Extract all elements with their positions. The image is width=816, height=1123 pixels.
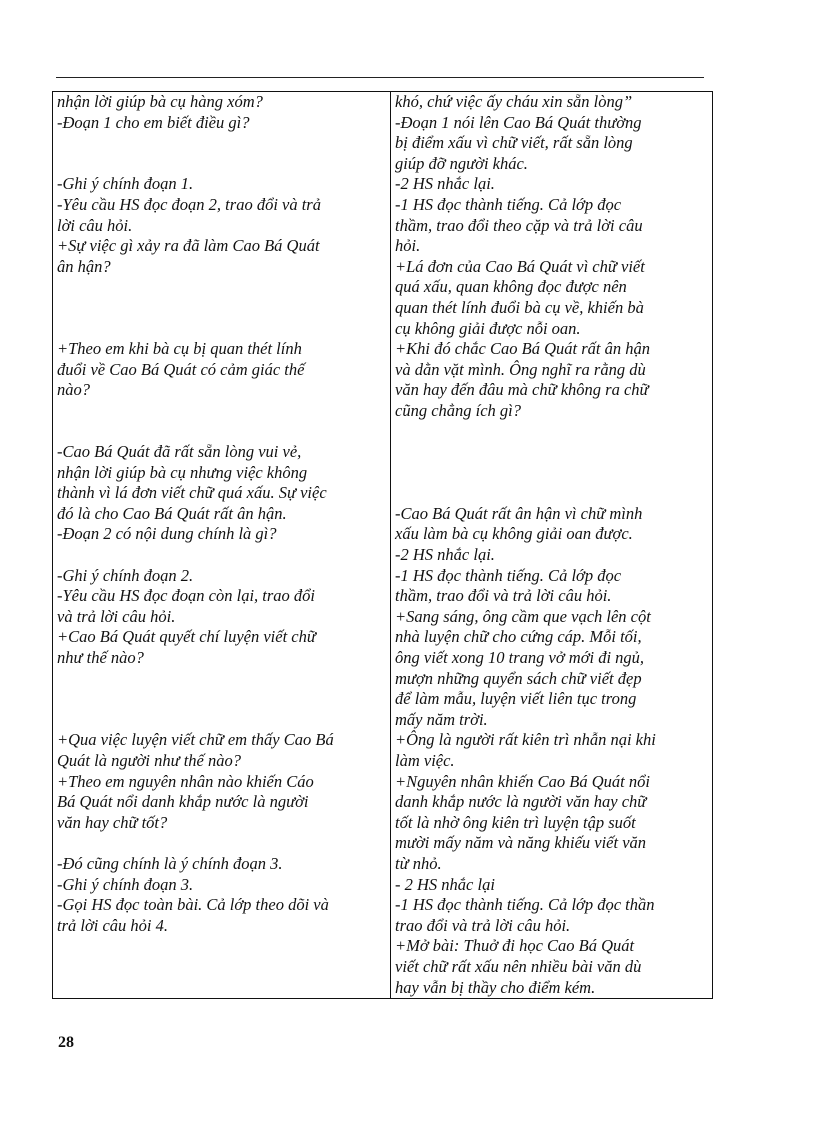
teacher-line: đuổi về Cao Bá Quát có cảm giác thế [57,359,305,379]
student-line: mười mấy năm và năng khiếu viết văn [395,833,647,853]
student-line: làm việc. [395,751,455,770]
student-line: +Khi đó chắc Cao Bá Quát rất ân hận [395,339,650,359]
teacher-activities-text [57,92,387,936]
teacher-line [57,277,387,298]
teacher-line: -Đó cũng chính là ý chính đoạn 3. [57,853,283,873]
teacher-line: lời câu hỏi. [57,215,133,235]
student-line: +Lá đơn của Cao Bá Quát vì chữ viết [395,256,645,276]
student-line: hỏi. [395,236,421,256]
student-line: mấy năm trời. [395,709,488,729]
teacher-line [57,710,387,731]
teacher-line: -Ghi ý chính đoạn 3. [57,874,194,894]
teacher-line [57,545,387,566]
teacher-line: +Sự việc gì xảy ra đã làm Cao Bá Quát [57,236,320,256]
student-line: để làm mẫu, luyện viết liên tục trong [395,689,637,709]
teacher-line: như thế nào? [57,648,144,668]
teacher-line: trả lời câu hỏi 4. [57,915,169,935]
teacher-line [57,154,387,175]
student-line: và dằn vặt mình. Ông nghĩ ra rằng dù [395,359,646,379]
teacher-line: ân hận? [57,256,111,276]
student-line: -Cao Bá Quát rất ân hận vì chữ mình [395,503,643,523]
student-line: nhà luyện chữ cho cứng cáp. Mỗi tối, [395,627,642,647]
student-line: bị điểm xấu vì chữ viết, rất sẵn lòng [395,133,633,153]
student-line: viết chữ rất xấu nên nhiều bài văn dù [395,956,642,976]
student-line: -2 HS nhắc lại. [395,174,495,194]
teacher-line: -Ghi ý chính đoạn 2. [57,565,194,585]
teacher-line [57,833,387,854]
teacher-line: Bá Quát nổi danh khắp nước là người [57,792,309,812]
teacher-line: -Đoạn 2 có nội dung chính là gì? [57,524,277,544]
student-line [395,463,709,484]
page-number: 28 [58,1034,74,1051]
student-line: từ nhỏ. [395,853,442,873]
teacher-line: +Qua việc luyện viết chữ em thấy Cao Bá [57,730,334,750]
student-line: giúp đỡ người khác. [395,153,528,173]
student-activities-cell [391,92,713,999]
teacher-line: -Ghi ý chính đoạn 1. [57,174,194,194]
student-line: +Ông là người rất kiên trì nhẫn nại khi [395,730,656,750]
student-line [395,483,709,504]
teacher-line: và trả lời câu hỏi. [57,606,176,626]
teacher-line [57,422,387,443]
student-line: tốt là nhờ ông kiên trì luyện tập suốt [395,812,636,832]
student-line: danh khắp nước là người văn hay chữ [395,792,647,812]
teacher-line [57,401,387,422]
student-line [395,422,709,443]
teacher-line: văn hay chữ tốt? [57,812,168,832]
student-line: thầm, trao đổi và trả lời câu hỏi. [395,586,612,606]
student-line: +Mở bài: Thuở đi học Cao Bá Quát [395,936,635,956]
teacher-line: -Gọi HS đọc toàn bài. Cả lớp theo dõi và [57,895,329,915]
teacher-line: +Cao Bá Quát quyết chí luyện viết chữ [57,627,316,647]
student-line: -Đoạn 1 nói lên Cao Bá Quát thường [395,112,642,132]
teacher-line: Quát là người như thế nào? [57,751,242,770]
teacher-line [57,133,387,154]
teacher-line: -Cao Bá Quát đã rất sẵn lòng vui vẻ, [57,442,302,462]
student-line: -2 HS nhắc lại. [395,545,495,565]
student-activities-text [395,92,709,998]
student-line [395,442,709,463]
teacher-line: +Theo em khi bà cụ bị quan thét lính [57,339,302,359]
student-line: cụ không giải được nỗi oan. [395,318,581,338]
teacher-line: đó là cho Cao Bá Quát rất ân hận. [57,503,287,523]
table-row [53,92,713,999]
teacher-line: -Yêu cầu HS đọc đoạn còn lại, trao đổi [57,586,316,606]
student-line: xấu làm bà cụ không giải oan được. [395,524,633,544]
student-line: -1 HS đọc thành tiếng. Cả lớp đọc thần [395,895,655,915]
student-line: khó, chứ việc ấy cháu xin sẵn lòng” [395,92,633,111]
student-line: quan thét lính đuổi bà cụ về, khiến bà [395,297,644,317]
teacher-line: +Theo em nguyên nhân nào khiến Cáo [57,771,314,791]
student-line: hay vẫn bị thầy cho điểm kém. [395,977,596,997]
student-line: -1 HS đọc thành tiếng. Cả lớp đọc [395,565,622,585]
student-line: cũng chẳng ích gì? [395,400,522,420]
teacher-line [57,669,387,690]
student-line: -1 HS đọc thành tiếng. Cả lớp đọc [395,194,622,214]
teacher-line [57,298,387,319]
student-line: mượn những quyển sách chữ viết đẹp [395,668,642,688]
teacher-line: nhận lời giúp bà cụ hàng xóm? [57,92,263,111]
teacher-line: thành vì lá đơn viết chữ quá xấu. Sự việc [57,483,327,503]
teacher-line: nào? [57,380,90,400]
teacher-activities-cell [53,92,391,999]
student-line: thầm, trao đổi theo cặp và trả lời câu [395,215,643,235]
student-line: trao đổi và trả lời câu hỏi. [395,915,571,935]
student-line: quá xấu, quan không đọc được nên [395,277,627,297]
header-rule [56,77,704,78]
student-line: +Sang sáng, ông cầm que vạch lên cột [395,606,651,626]
teacher-line: -Đoạn 1 cho em biết điều gì? [57,112,250,132]
student-line: - 2 HS nhắc lại [395,874,495,894]
student-line: văn hay đến đâu mà chữ không ra chữ [395,380,649,400]
teacher-line [57,689,387,710]
lesson-table [52,91,713,999]
teacher-line: nhận lời giúp bà cụ nhưng việc không [57,462,308,482]
teacher-line: -Yêu cầu HS đọc đoạn 2, trao đổi và trả [57,194,321,214]
teacher-line [57,319,387,340]
student-line: +Nguyên nhân khiến Cao Bá Quát nổi [395,771,650,791]
student-line: ông viết xong 10 trang vở mới đi ngủ, [395,648,645,668]
